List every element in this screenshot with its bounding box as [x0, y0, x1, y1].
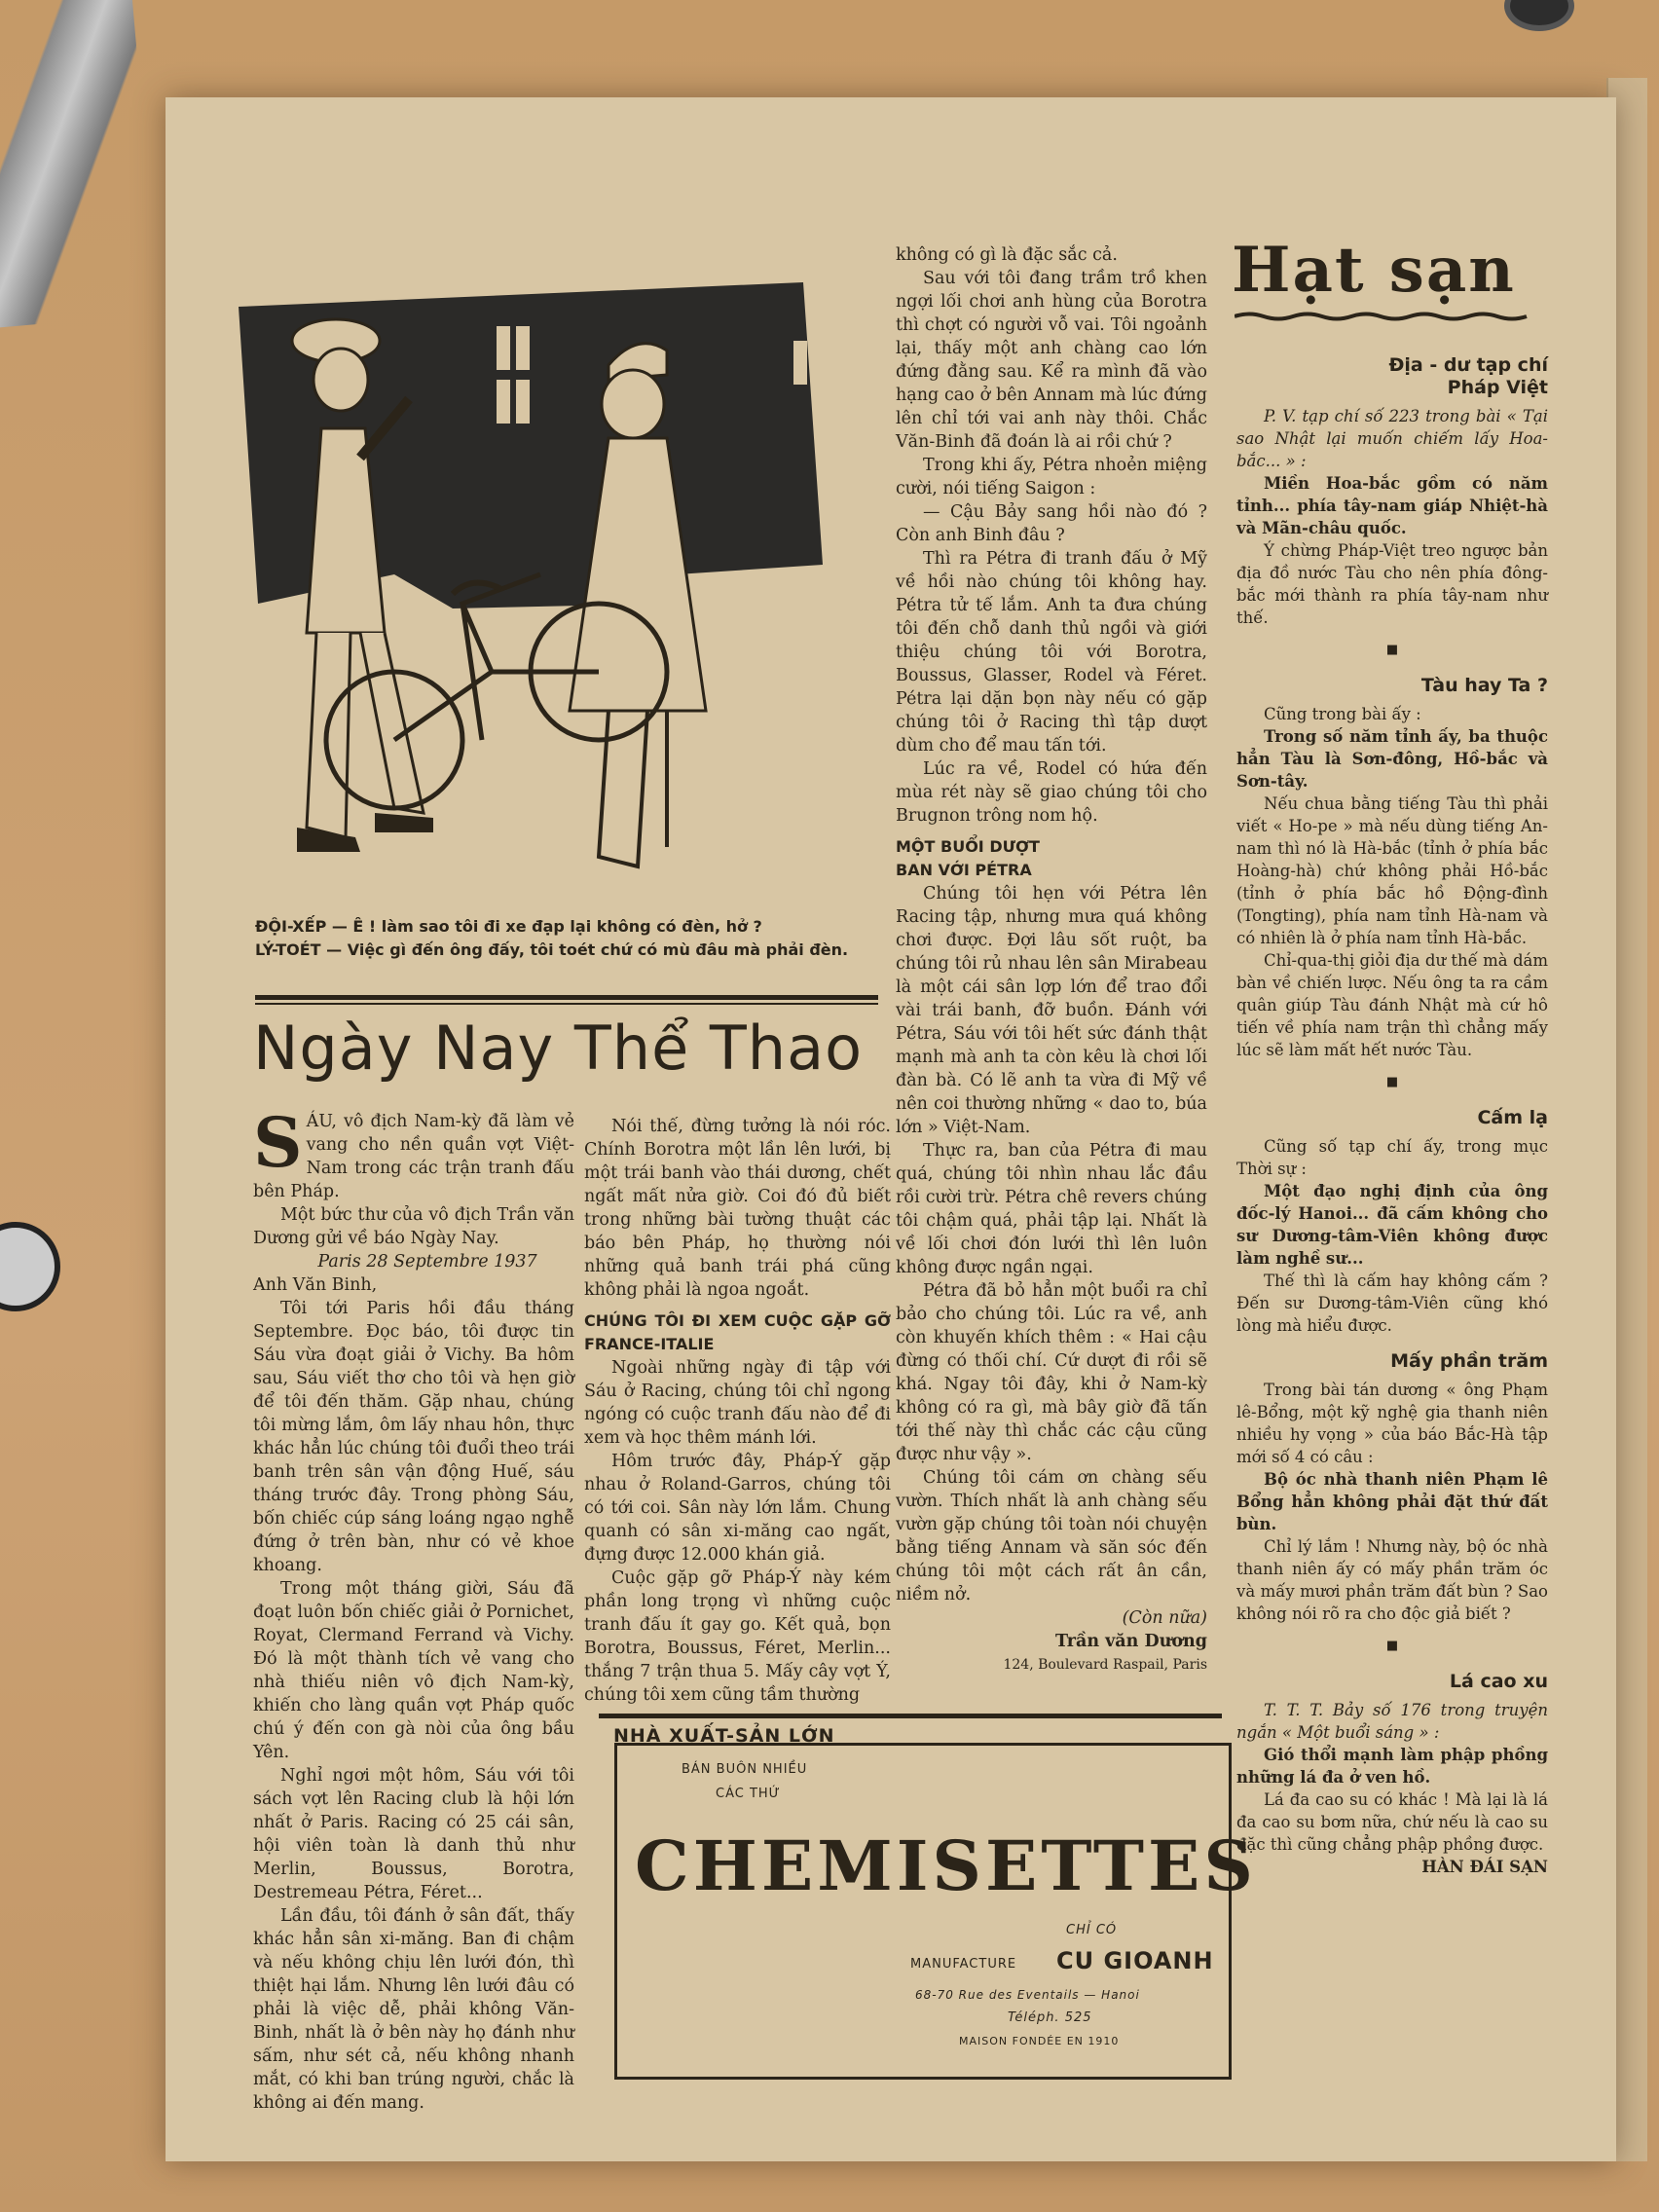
hat-san-column: [1236, 341, 1548, 1878]
hat-san-comment: Lá đa cao su có khác ! Mà lại là lá đa cao su bơm nữa, chứ nếu là cao su đặc thì cũng chẳng phập phồng được.: [1236, 1790, 1548, 1854]
ad-address: 68-70 Rue des Eventails — Hanoi: [915, 1988, 1140, 2002]
hat-san-comment: Chỉ lý lắm ! Nhưng này, bộ óc nhà thanh niên ấy có mấy phần trăm óc và mấy mươi phần trăm đất bùn ? Sao không nói rõ ra cho độc giả biết ?: [1236, 1537, 1548, 1623]
hat-san-heading-2: Tàu hay Ta ?: [1420, 675, 1548, 696]
hat-san-heading-1: Địa - dư tạp chí Pháp Việt: [1388, 354, 1548, 398]
ad-frame: [614, 1743, 1232, 2080]
caption-doi-xep: ĐỘI-XẾP — Ê ! làm sao tôi đi xe đạp lại không có đèn, hở ?: [255, 917, 762, 936]
ad-phone: Téléph. 525: [1008, 2010, 1092, 2025]
ad-line1: BÁN BUÔN NHIỀU: [682, 1762, 808, 1777]
author-address: 124, Boulevard Raspail, Paris: [1003, 1657, 1207, 1673]
article-paragraph: Trong một tháng giời, Sáu đã đoạt luôn bốn chiếc giải ở Pornichet, Royat, Clermand Ferrand và Vichy. Đó là một thành tích vẻ vang cho nhà thiếu niên vô địch Nam-kỳ, khiến cho làng quần vợt Pháp quốc chú ý đến con gà nòi của ông bầu Yên.: [253, 1579, 574, 1762]
separator-square-icon: ■: [1385, 643, 1399, 657]
ad-founded: MAISON FONDÉE EN 1910: [959, 2035, 1120, 2047]
article-lead: ÁU, vô địch Nam-kỳ đã làm vẻ vang cho nền quần vợt Việt-Nam trong các trận tranh đấu bên Pháp.: [253, 1112, 574, 1201]
article-subheading: MỘT BUỔI DƯỢT: [896, 837, 1040, 856]
article-paragraph: Tôi tới Paris hồi đầu tháng Septembre. Đọc báo, tôi được tin Sáu vừa đoạt giải ở Vichy. Ba hôm sau, Sáu viết thơ cho tôi và hẹn giờ để tôi đến thăm. Gặp nhau, chúng tôi mừng lắm, ôm lấy nhau hôn, thực khác hẳn lúc chúng tôi đuổi theo trái banh trên sân vận động Huế, sáu tháng trước đây. Trong phòng Sáu, bốn chiếc cúp sáng loáng ngạo nghễ đứng ở trên bàn, như có vẻ khoe khoang.: [253, 1299, 574, 1575]
hat-san-heading-5: Lá cao xu: [1449, 1671, 1548, 1692]
article-paragraph: Cuộc gặp gỡ Pháp-Ý này kém phần long trọng vì những cuộc tranh đấu ít gay go. Kết quả, bọn Borotra, Boussus, Féret, Merlin... thắng 7 trận thua 5. Mấy cây vợt Ý, chúng tôi xem cũng tầm thường: [584, 1568, 891, 1705]
hat-san-quote-source: Cũng trong bài ấy :: [1264, 705, 1421, 723]
hat-san-comment: Chỉ-qua-thị giỏi địa dư thế mà dám bàn về chiến lược. Nếu ông ta ra cầm quân giúp Tàu đánh Nhật mà cứ hô tiến về phía nam trận thì chẳng mấy lúc sẽ làm mất hết nước Tàu.: [1236, 951, 1548, 1059]
ad-only: CHỈ CÓ: [1066, 1923, 1118, 1937]
article-paragraph: Pétra đã bỏ hẳn một buổi ra chỉ bảo cho chúng tôi. Lúc ra về, anh còn khuyến khích thêm : « Hai cậu đừng có thối chí. Cứ dượt đi rồi sẽ khá. Ngay tôi đây, khi ở Nam-kỳ không có ra gì, mà bây giờ đã tấn tới thế này thì chắc các cậu cũng được như vậy ».: [896, 1281, 1207, 1464]
hat-san-quote: Trong số năm tỉnh ấy, ba thuộc hẳn Tàu là Sơn-đông, Hồ-bắc và Sơn-tây.: [1236, 727, 1548, 791]
hat-san-quote-source: Cũng số tạp chí ấy, trong mục Thời sự :: [1236, 1137, 1548, 1178]
section-rule: [255, 995, 878, 1000]
hat-san-comment: Nếu chua bằng tiếng Tàu thì phải viết « Ho-pe » mà nếu dùng tiếng An-nam thì nó là Hà-bắc (tỉnh ở phía bắc Hoàng-hà) chứ không phải Hồ-bắc (tỉnh ở phía bắc hồ Động-đình (Tongting), phía nam tỉnh Hà-nam và có nhiên là ở phía nam tỉnh Hà-bắc.: [1236, 794, 1548, 947]
hat-san-quote: Bộ óc nhà thanh niên Phạm lê Bổng hẳn không phải đặt thứ đất bùn.: [1236, 1470, 1548, 1533]
separator-square-icon: ■: [1385, 1075, 1399, 1089]
article-paragraph: Lúc ra về, Rodel có hứa đến mùa rét này sẽ giao chúng tôi cho Brugnon trông nom hộ.: [896, 759, 1207, 826]
article-dateline: Paris 28 Septembre 1937: [317, 1252, 537, 1272]
hat-san-signature: HÀN ĐÁI SẠN: [1421, 1858, 1548, 1876]
ad-top-rule: [599, 1714, 1222, 1718]
section-rule-thin: [255, 1003, 878, 1005]
hat-san-quote-source: P. V. tạp chí số 223 trong bài « Tại sao Nhật lại muốn chiếm lấy Hoa-bắc... » :: [1236, 407, 1548, 470]
hat-san-comment: Thế thì là cấm hay không cấm ? Đến sư Dương-tâm-Viên cũng khó lòng mà hiểu được.: [1236, 1272, 1548, 1335]
article-paragraph: Thì ra Pétra đi tranh đấu ở Mỹ về hồi nào chúng tôi không hay. Pétra tử tế lắm. Anh ta đưa chúng tôi đến chỗ danh thủ ngồi và giới thiệu chúng tôi với Borotra, Boussus, Glasser, Rodel và Féret. Pétra lại dặn bọn này nếu có gặp chúng tôi ở Racing thì tập dượt dùm cho để mau tấn tới.: [896, 549, 1207, 756]
cartoon-illustration: [239, 282, 847, 891]
article-subheading: BAN VỚI PÉTRA: [896, 861, 1032, 879]
article-paragraph: Sau với tôi đang trầm trồ khen ngợi lối chơi anh hùng của Borotra thì chợt có người vỗ vai. Tôi ngoảnh lại, thấy một anh chàng cao lớn đứng đằng sau. Kể ra mình đã vào hạng cao ở bên Annam mà lúc đứng lên chỉ tới vai anh này thôi. Chắc Văn-Binh đã đoán là ai rồi chứ ?: [896, 269, 1207, 452]
separator-square-icon: ■: [1385, 1639, 1399, 1653]
hat-san-comment: Ý chừng Pháp-Việt treo ngược bản địa đồ nước Tàu cho nên phía đông-bắc mới thành ra phía tây-nam như thế.: [1236, 541, 1548, 627]
to-be-continued: (Còn nữa): [1122, 1608, 1207, 1628]
article-paragraph: — Cậu Bảy sang hồi nào đó ? Còn anh Binh đâu ?: [896, 502, 1207, 545]
ad-maker: NHÀ XUẤT-SẢN LỚN: [613, 1725, 835, 1747]
article-column-2: [584, 1115, 891, 1707]
pen-object: [0, 0, 160, 328]
ad-owner: CU GIOANH: [1056, 1947, 1214, 1974]
article-paragraph: Trong khi ấy, Pétra nhoẻn miệng cười, nói tiếng Saigon :: [896, 456, 1207, 498]
article-paragraph: Chúng tôi cám ơn chàng sếu vườn. Thích nhất là anh chàng sếu vườn gặp chúng tôi toàn nói chuyện bằng tiếng Annam và săn sóc đến chúng tôi một cách rất ân cần, niềm nở.: [896, 1468, 1207, 1604]
ad-manufacture-label: MANUFACTURE: [910, 1957, 1017, 1972]
column-title: Hạt sạn: [1232, 234, 1516, 307]
article-title: Ngày Nay Thể Thao: [253, 1013, 864, 1084]
article-paragraph: Nói thế, đừng tưởng là nói róc. Chính Borotra một lần lên lưới, bị một trái banh vào thái dương, chết ngất mất nửa giờ. Coi đó đủ biết trong những bài tường thuật các báo bên Pháp, họ thường nói những quả banh trái phá cũng không phải là ngoa ngoắt.: [584, 1117, 891, 1300]
ad-brand: CHEMISETTES: [635, 1825, 1257, 1906]
article-paragraph: Nghỉ ngơi một hôm, Sáu với tôi sách vợt lên Racing club là hội lớn nhất ở Paris. Racing có 25 cái sân, hội viên toàn là danh thủ như Merlin, Boussus, Borotra, Destremeau Pétra, Féret...: [253, 1766, 574, 1902]
article-author: Trần văn Dương: [1055, 1632, 1207, 1651]
hat-san-quote: Gió thổi mạnh làm phập phồng những lá đa ở ven hồ.: [1236, 1746, 1548, 1787]
hat-san-quote-source: Trong bài tán dương « ông Phạm lê-Bổng, một kỹ nghệ gia thanh niên nhiều hy vọng » của báo Bắc-Hà tập mới số 4 có câu :: [1236, 1381, 1548, 1466]
article-paragraph: Lần đầu, tôi đánh ở sân đất, thấy khác hẳn sân xi-măng. Ban đi chậm và nếu không chịu lên lưới đón, thì thiệt hại lắm. Nhưng lên lưới đâu có phải là việc dễ, phải không Văn-Binh, nhất là ở bên này họ đánh như sấm, như sét cả, nếu không nhanh mắt, có khi ban trúng người, chắc là không ai đến mang.: [253, 1906, 574, 2113]
hat-san-heading-4: Mấy phần trăm: [1390, 1350, 1548, 1372]
article-paragraph: Chúng tôi hẹn với Pétra lên Racing tập, nhưng mưa quá không chơi được. Đợi lâu sốt ruột, ba chúng tôi rủ nhau lên sân Mirabeau là một cái sân lợp lớn để trao đổi vài trái banh, đỡ buồn. Đánh với Pétra, Sáu với tôi hết sức đánh thật mạnh mà anh ta còn kêu là chơi lối đàn bà. Có lẽ anh ta vừa đi Mỹ về nên coi thường những « dao to, búa lớn » Việt-Nam.: [896, 884, 1207, 1137]
article-greeting: Anh Văn Binh,: [253, 1275, 378, 1295]
article-paragraph: Một bức thư của vô địch Trần văn Dương gửi về báo Ngày Nay.: [253, 1205, 574, 1248]
ad-line2: CÁC THỨ: [716, 1787, 781, 1801]
cartoon-caption: [255, 915, 888, 962]
hat-san-heading-3: Cấm lạ: [1477, 1107, 1548, 1128]
caption-ly-toet: LÝ-TOÉT — Việc gì đến ông đấy, tôi toét chứ có mù đâu mà phải đèn.: [255, 940, 849, 959]
article-column-3: [896, 243, 1207, 1677]
drop-cap: S: [253, 1102, 303, 1183]
article-paragraph: Hôm trước đây, Pháp-Ý gặp nhau ở Roland-Garros, chúng tôi có tới coi. Sân này lớn lắm. Chung quanh có sân xi-măng cao ngất, đựng được 12.000 khán giả.: [584, 1452, 891, 1565]
hat-san-quote-source: T. T. T. Bảy số 176 trong truyện ngắn « Một buổi sáng » :: [1236, 1701, 1548, 1742]
hat-san-quote: Một đạo nghị định của ông đốc-lý Hanoi... đã cấm không cho sư Dương-tâm-Viên không được làm nghề sư...: [1236, 1182, 1548, 1268]
hat-san-quote: Miền Hoa-bắc gồm có năm tỉnh... phía tây-nam giáp Nhiệt-hà và Mãn-châu quốc.: [1236, 474, 1548, 537]
article-paragraph: Ngoài những ngày đi tập với Sáu ở Racing, chúng tôi chỉ ngong ngóng có cuộc tranh đấu nào để đi xem và học thêm mánh lới.: [584, 1358, 891, 1448]
article-paragraph: không có gì là đặc sắc cả.: [896, 245, 1118, 265]
chemisettes-advertisement: [599, 1714, 1257, 2079]
article-paragraph: Thực ra, ban của Pétra đi mau quá, chúng tôi nhìn nhau lắc đầu rồi cười trừ. Pétra chê revers chúng tôi chậm quá, phải tập lại. Nhất là về lối chơi đón lưới thì lên luôn không được ngần ngại.: [896, 1141, 1207, 1277]
title-wave-rule: [1235, 312, 1536, 321]
article-column-1: [253, 1102, 574, 2115]
article-subheading: CHÚNG TÔI ĐI XEM CUỘC GẶP GỠ FRANCE-ITALIE: [584, 1311, 891, 1353]
